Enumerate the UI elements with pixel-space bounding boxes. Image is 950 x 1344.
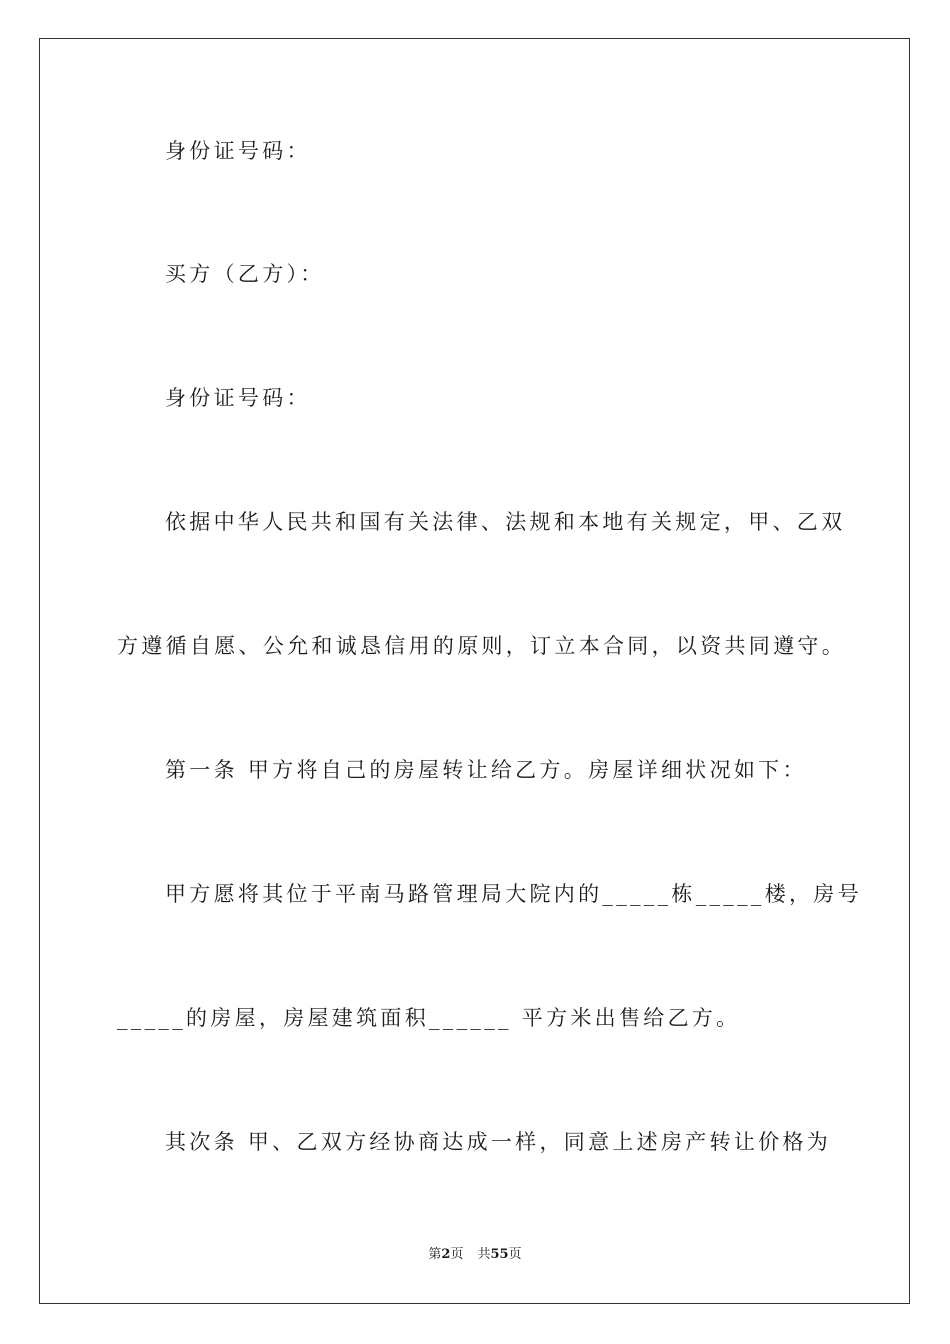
article-one-heading: 第一条 甲方将自己的房屋转让给乙方。房屋详细状况如下： (165, 758, 807, 782)
footer-total-prefix: 共 (477, 1247, 491, 1262)
page-footer (0, 1246, 950, 1264)
paragraph-basis-line-2: 方遵循自愿、公允和诚恳信用的原则，订立本合同，以资共同遵守。 (117, 634, 846, 658)
footer-total-pages: 55 (490, 1247, 509, 1262)
id-number-label-seller: 身份证号码： (165, 139, 311, 163)
footer-page-prefix: 第 (428, 1247, 442, 1262)
footer-page-number: 2 (441, 1247, 451, 1262)
footer-total-suffix: 页 (508, 1247, 522, 1262)
footer-page-suffix: 页 (450, 1247, 464, 1262)
article-one-line-1: 甲方愿将其位于平南马路管理局大院内的_____栋_____楼，房号 (165, 882, 862, 906)
buyer-label: 买方（乙方）： (165, 262, 325, 286)
paragraph-basis-line-1: 依据中华人民共和国有关法律、法规和本地有关规定，甲、乙双 (165, 510, 846, 534)
id-number-label-buyer: 身份证号码： (165, 386, 311, 410)
page-frame (39, 38, 910, 1304)
article-two-line-1: 其次条 甲、乙双方经协商达成一样，同意上述房产转让价格为 (165, 1130, 832, 1154)
article-one-line-2: _____的房屋，房屋建筑面积______ 平方米出售给乙方。 (117, 1006, 741, 1030)
